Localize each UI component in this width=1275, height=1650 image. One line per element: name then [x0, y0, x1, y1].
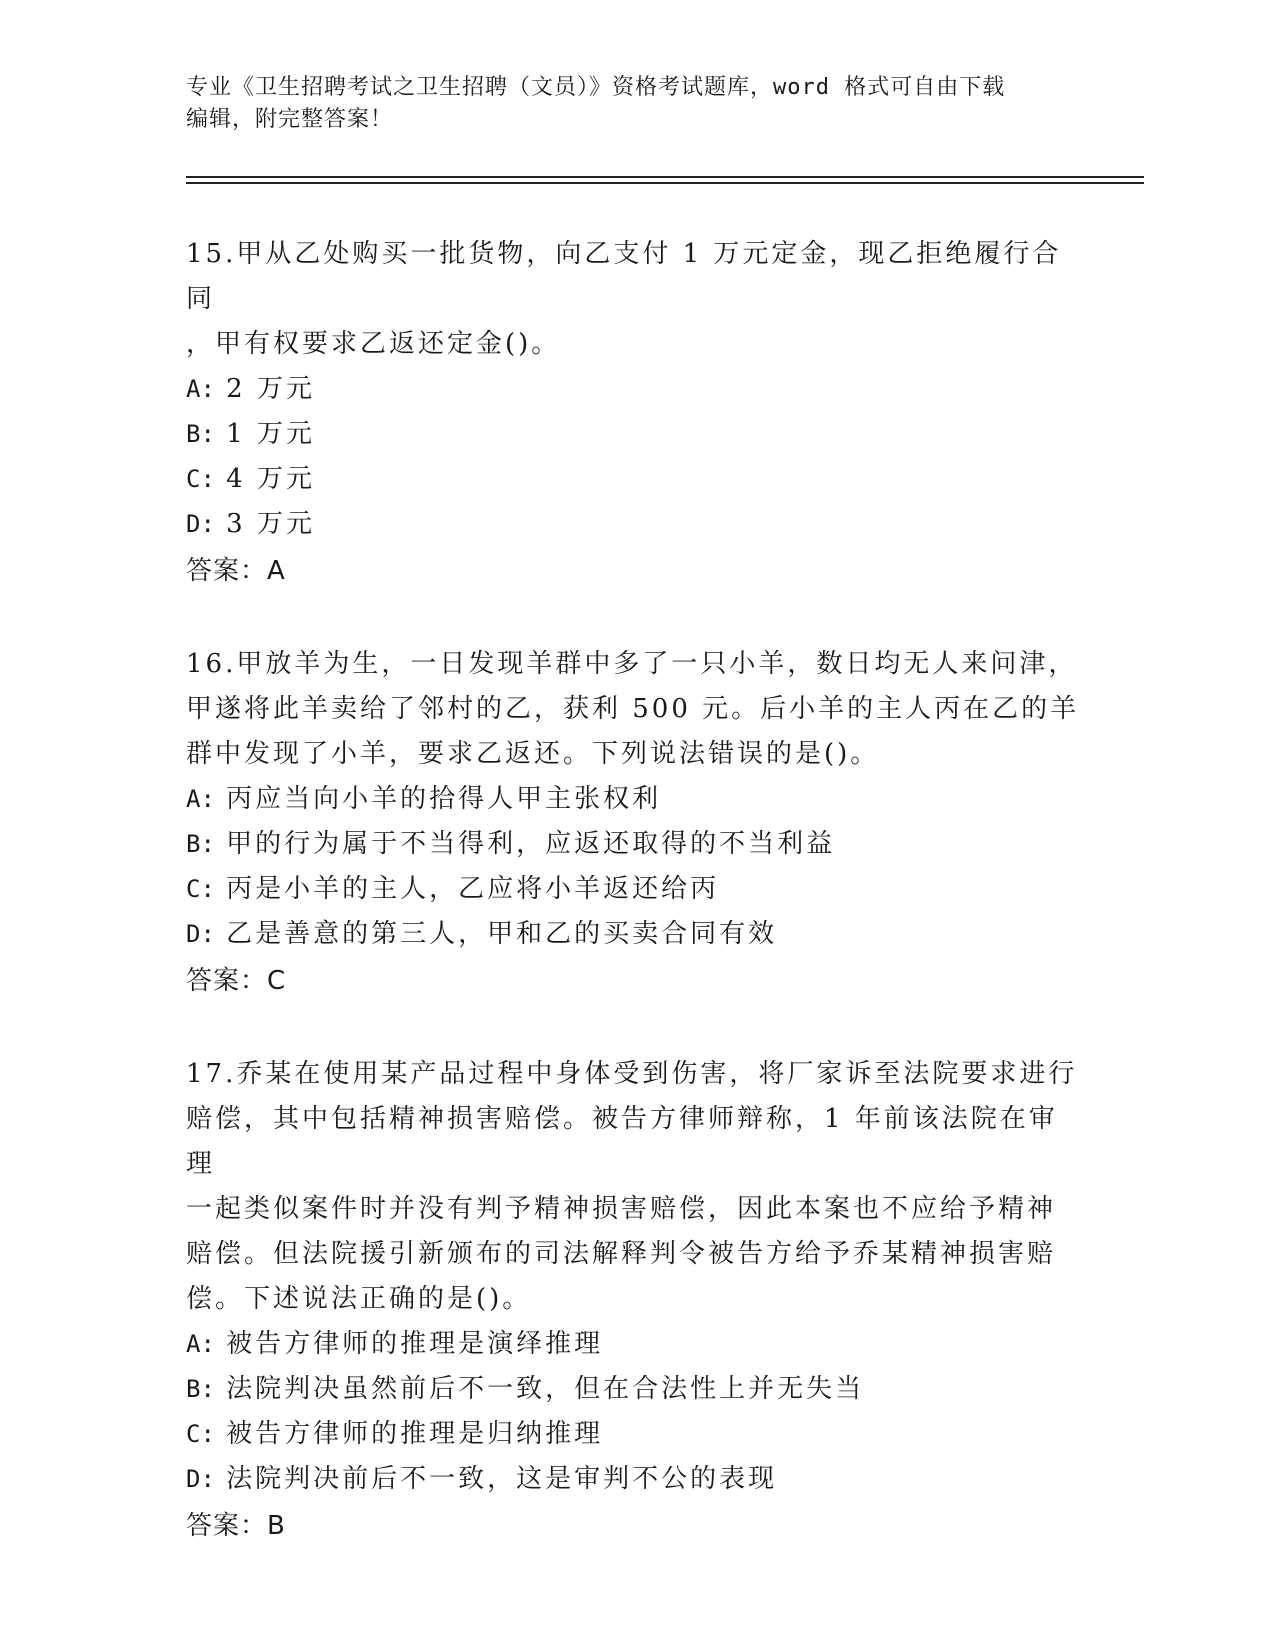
question-stem-line: 16.甲放羊为生，一日发现羊群中多了一只小羊，数日均无人来问津， — [186, 649, 1078, 679]
option-b — [186, 822, 1086, 867]
option-letter: A: — [186, 375, 215, 403]
header-divider-top — [186, 176, 1144, 178]
option-b — [186, 1367, 1086, 1412]
question-stem-line: 群中发现了小羊，要求乙返还。下列说法错误的是()。 — [186, 739, 880, 769]
question-stem-line: 甲遂将此羊卖给了邻村的乙，获利 500 元。后小羊的主人丙在乙的羊 — [186, 694, 1080, 724]
option-d — [186, 502, 1086, 547]
option-text: 丙应当向小羊的拾得人甲主张权利 — [226, 784, 662, 814]
option-letter: A: — [186, 1330, 215, 1358]
option-text: 3 万元 — [226, 509, 315, 539]
option-a — [186, 367, 1086, 412]
option-text: 被告方律师的推理是演绎推理 — [226, 1329, 604, 1359]
option-text: 乙是善意的第三人，甲和乙的买卖合同有效 — [226, 919, 778, 949]
question-list — [186, 232, 1086, 1597]
option-text: 甲的行为属于不当得利，应返还取得的不当利益 — [226, 829, 836, 859]
option-letter: B: — [186, 420, 215, 448]
question-17 — [186, 1052, 1086, 1549]
question-stem-line: 一起类似案件时并没有判予精神损害赔偿，因此本案也不应给予精神 — [186, 1194, 1057, 1224]
question-stem-line: ，甲有权要求乙返还定金()。 — [186, 329, 561, 359]
header-line-1: 专业《卫生招聘考试之卫生招聘（文员）》资格考试题库，word 格式可自由下载 — [186, 75, 1006, 100]
option-c — [186, 867, 1086, 912]
header-line-2: 编辑，附完整答案！ — [186, 107, 394, 132]
question-stem-line: 赔偿，其中包括精神损害赔偿。被告方律师辩称，1 年前该法院在审理 — [186, 1104, 1058, 1179]
option-letter: C: — [186, 875, 215, 903]
option-d — [186, 912, 1086, 957]
question-stem-line: 赔偿。但法院援引新颁布的司法解释判令被告方给予乔某精神损害赔 — [186, 1239, 1057, 1269]
option-c — [186, 1412, 1086, 1457]
option-letter: D: — [186, 510, 215, 538]
option-c — [186, 457, 1086, 502]
option-text: 2 万元 — [226, 374, 315, 404]
option-text: 法院判决虽然前后不一致，但在合法性上并无失当 — [226, 1374, 865, 1404]
option-text: 法院判决前后不一致，这是审判不公的表现 — [226, 1464, 778, 1494]
option-text: 丙是小羊的主人，乙应将小羊返还给丙 — [226, 874, 720, 904]
answer-label: 答案：C — [186, 966, 287, 996]
question-stem-line: 17.乔某在使用某产品过程中身体受到伤害，将厂家诉至法院要求进行 — [186, 1059, 1078, 1089]
option-letter: C: — [186, 465, 215, 493]
option-letter: B: — [186, 1375, 215, 1403]
option-text: 1 万元 — [226, 419, 315, 449]
header-divider-bottom — [186, 182, 1144, 184]
option-d — [186, 1457, 1086, 1502]
option-letter: D: — [186, 920, 215, 948]
answer-label: 答案：A — [186, 556, 286, 586]
option-letter: B: — [186, 830, 215, 858]
option-letter: C: — [186, 1420, 215, 1448]
option-a — [186, 1322, 1086, 1367]
option-text: 4 万元 — [226, 464, 315, 494]
option-b — [186, 412, 1086, 457]
document-header — [186, 72, 1066, 136]
answer-label: 答案：B — [186, 1511, 286, 1541]
question-stem-line: 偿。下述说法正确的是()。 — [186, 1284, 532, 1314]
option-letter: A: — [186, 785, 215, 813]
option-letter: D: — [186, 1465, 215, 1493]
option-text: 被告方律师的推理是归纳推理 — [226, 1419, 604, 1449]
option-a — [186, 777, 1086, 822]
question-16 — [186, 642, 1086, 1004]
question-stem-line: 15.甲从乙处购买一批货物，向乙支付 1 万元定金，现乙拒绝履行合同 — [186, 239, 1062, 314]
question-15 — [186, 232, 1086, 594]
